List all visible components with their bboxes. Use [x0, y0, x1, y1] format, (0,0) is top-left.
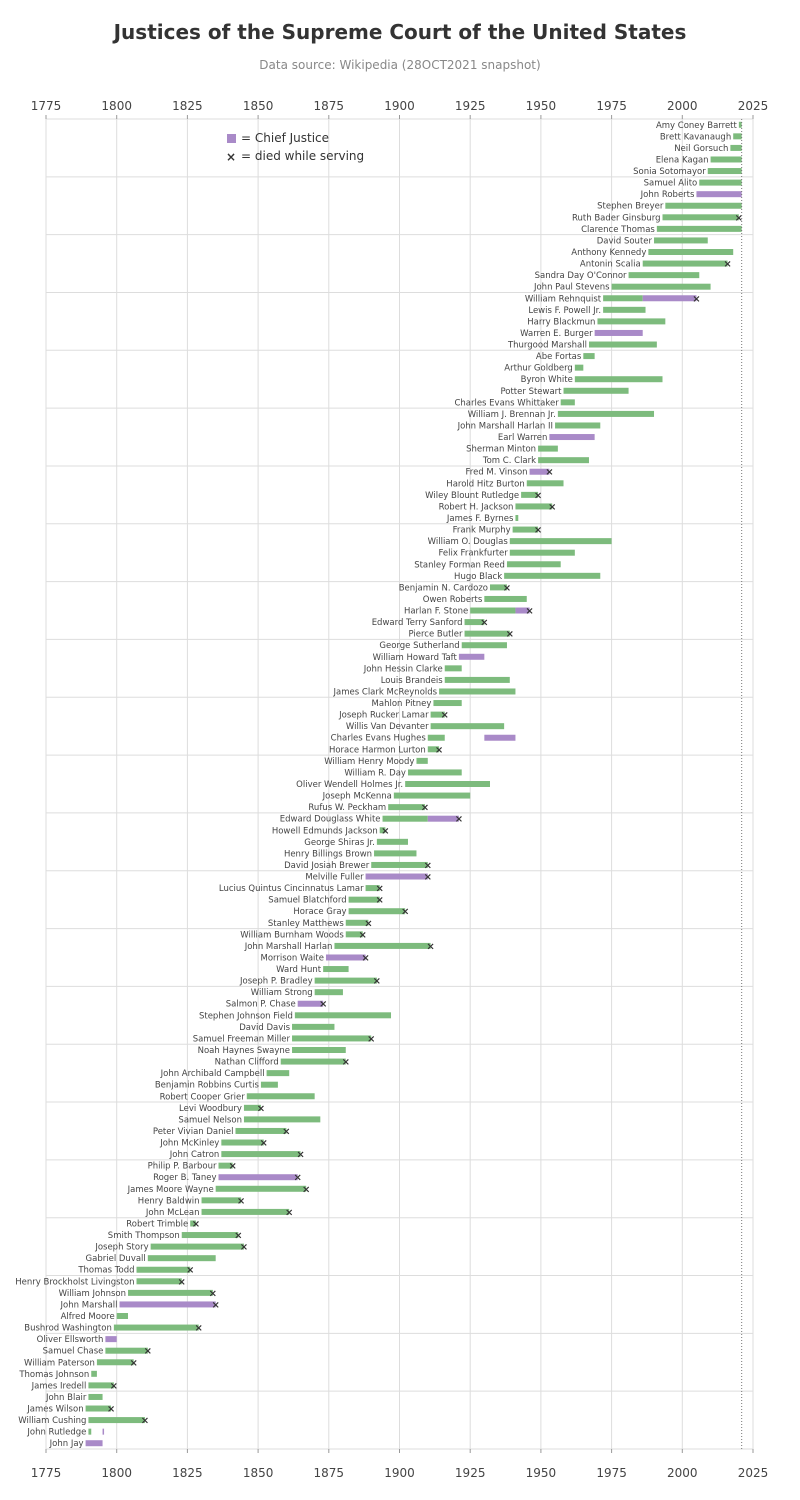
justice-label: Edward Douglass White [279, 814, 381, 825]
associate-term-bar [349, 908, 406, 914]
associate-term-bar [527, 480, 564, 486]
chief-term-bar [326, 954, 366, 960]
justice-label: George Shiras Jr. [304, 837, 375, 848]
associate-term-bar [323, 966, 348, 972]
justice-label: William O. Douglas [427, 537, 508, 548]
justice-label: Smith Thompson [107, 1231, 180, 1242]
justice-label: Alfred Moore [60, 1312, 115, 1322]
associate-term-bar [91, 1371, 97, 1377]
died-marker: × [434, 744, 444, 756]
associate-term-bar [235, 1128, 286, 1134]
justice-label: Noah Haynes Swayne [197, 1046, 291, 1056]
justice-label: John Roberts [640, 190, 695, 201]
justice-label: Samuel Nelson [178, 1115, 242, 1126]
justice-label: Owen Roberts [422, 594, 483, 605]
justice-label: Willis Van Devanter [345, 722, 429, 733]
died-marker: × [239, 1242, 249, 1254]
associate-term-bar [244, 1116, 320, 1122]
associate-term-bar [603, 295, 643, 301]
legend [226, 131, 364, 164]
associate-term-bar [267, 1070, 290, 1076]
associate-term-bar [388, 804, 425, 810]
justice-label: James F. Byrnes [446, 514, 514, 524]
justice-label: Sandra Day O'Connor [534, 271, 627, 282]
died-marker: × [375, 883, 384, 895]
died-marker: × [194, 1323, 203, 1335]
chief-term-bar [696, 191, 741, 197]
x-tick-label-bottom: 1925 [454, 1466, 486, 1480]
associate-term-bar [612, 284, 711, 290]
justice-label: Oliver Ellsworth [36, 1335, 104, 1346]
justice-label: James Wilson [27, 1404, 84, 1415]
associate-term-bar [182, 1232, 239, 1238]
legend-chief-label: = Chief Justice [241, 131, 330, 145]
justice-label: Peter Vivian Daniel [152, 1126, 234, 1137]
died-marker: × [734, 212, 744, 224]
justice-label: William Cushing [18, 1416, 87, 1427]
died-marker: × [140, 1415, 150, 1427]
chief-term-bar [86, 1440, 103, 1446]
justice-label: Samuel Freeman Miller [192, 1034, 291, 1045]
legend-chief-swatch [227, 134, 236, 143]
associate-term-bar [221, 1151, 300, 1157]
justice-label: Robert Trimble [126, 1219, 189, 1230]
associate-term-bar [575, 376, 663, 382]
died-marker: × [420, 802, 430, 814]
justice-label: Byron White [520, 375, 573, 386]
associate-term-bar [292, 1024, 334, 1030]
died-marker: × [211, 1299, 220, 1311]
associate-term-bar [538, 457, 589, 463]
associate-term-bar [643, 261, 728, 267]
died-marker: × [548, 501, 557, 513]
died-marker: × [358, 929, 367, 941]
x-tick-label-top: 1950 [525, 99, 557, 113]
justice-label: William Henry Moody [324, 756, 415, 767]
justice-label: John Archibald Campbell [160, 1069, 265, 1080]
associate-term-bar [654, 237, 708, 243]
chart-subtitle: Data source: Wikipedia (28OCT2021 snapshot) [259, 58, 541, 72]
justice-label: Stanley Forman Reed [414, 560, 505, 571]
x-tick-label-top: 1850 [242, 99, 274, 113]
associate-term-bar [247, 1093, 315, 1099]
associate-term-bar [470, 608, 515, 614]
justice-label: Amy Coney Barrett [655, 120, 737, 131]
justice-label: Anthony Kennedy [571, 248, 647, 258]
justice-label: Edward Terry Sanford [371, 618, 463, 629]
justice-label: John Blair [45, 1392, 87, 1403]
chief-term-bar [366, 874, 428, 880]
justice-label: George Sutherland [379, 641, 460, 652]
justice-label: Ruth Bader Ginsburg [572, 213, 661, 224]
associate-term-bar [515, 515, 518, 521]
associate-term-bar [202, 1209, 290, 1215]
justice-label: Bushrod Washington [24, 1323, 112, 1334]
died-marker: × [381, 825, 390, 837]
justice-label: Benjamin N. Cardozo [398, 583, 488, 594]
justice-label: Roger B. Taney [153, 1173, 217, 1184]
associate-term-bar [216, 1186, 306, 1192]
justice-label: Oliver Wendell Holmes Jr. [296, 780, 404, 790]
chief-term-bar [219, 1174, 298, 1180]
justice-label: Potter Stewart [500, 386, 562, 397]
died-marker: × [440, 710, 449, 722]
justice-label: William Rehnquist [524, 294, 602, 305]
justice-label: David Davis [239, 1022, 291, 1033]
died-marker: × [423, 872, 432, 884]
justice-label: William J. Brennan Jr. [467, 409, 556, 420]
associate-term-bar [538, 446, 558, 452]
x-tick-label-top: 1825 [172, 99, 203, 113]
x-tick-label-top: 2025 [737, 99, 769, 113]
associate-term-bar [603, 307, 645, 313]
justice-label: Horace Gray [293, 907, 347, 918]
justice-label: Wiley Blount Rutledge [425, 490, 520, 501]
associate-term-bar [281, 1059, 346, 1065]
associate-term-bar [564, 388, 629, 394]
associate-term-bar [377, 839, 408, 845]
x-tick-label-bottom: 1800 [101, 1466, 132, 1480]
justice-label: William Strong [250, 988, 313, 999]
associate-term-bar [394, 793, 470, 799]
justice-label: Thurgood Marshall [507, 340, 587, 351]
associate-term-bar [405, 781, 490, 787]
associate-term-bar [334, 943, 430, 949]
chief-term-bar [459, 654, 484, 660]
died-marker: × [191, 1218, 201, 1230]
died-marker: × [234, 1230, 243, 1242]
justice-label: Warren E. Burger [520, 328, 593, 339]
associate-term-bar [558, 411, 654, 417]
associate-term-bar [295, 1012, 391, 1018]
justice-label: Hugo Black [454, 571, 503, 582]
x-tick-label-top: 1900 [384, 99, 415, 113]
justice-label: Philip P. Barbour [147, 1161, 217, 1172]
justice-label: Tom C. Clark [482, 456, 537, 467]
died-marker: × [186, 1265, 195, 1277]
justice-label: Henry Brockholst Livingston [15, 1277, 135, 1288]
justice-label: John Paul Stevens [533, 282, 610, 293]
associate-term-bar [315, 978, 377, 984]
associate-term-bar [575, 365, 583, 371]
died-marker: × [143, 1346, 153, 1358]
x-tick-label-bottom: 1850 [242, 1466, 274, 1480]
associate-term-bar [148, 1255, 216, 1261]
died-marker: × [296, 1149, 305, 1161]
justice-label: Horace Harmon Lurton [328, 745, 426, 756]
associate-term-bar [136, 1267, 190, 1273]
justice-label: Robert H. Jackson [438, 502, 514, 513]
died-marker: × [367, 1033, 376, 1045]
x-tick-label-bottom: 2025 [737, 1466, 769, 1480]
chief-term-bar [484, 735, 515, 741]
justice-label: Harlan F. Stone [403, 606, 469, 617]
associate-term-bar [663, 214, 739, 220]
associate-term-bar [88, 1417, 145, 1423]
associate-term-bar [504, 573, 600, 579]
justice-label: Howell Edmunds Jackson [271, 826, 378, 837]
justice-label: Louis Brandeis [380, 675, 443, 686]
died-marker: × [177, 1276, 186, 1288]
chief-term-bar [643, 295, 697, 301]
associate-term-bar [465, 631, 510, 637]
associate-term-bar [629, 272, 700, 278]
died-marker: × [723, 259, 732, 271]
justice-label: Samuel Blatchford [268, 895, 347, 906]
died-marker: × [545, 467, 554, 479]
died-marker: × [285, 1207, 294, 1219]
chief-term-bar [120, 1301, 216, 1307]
justice-label: John Jay [49, 1439, 84, 1450]
chief-term-bar [549, 434, 594, 440]
x-tick-label-bottom: 1825 [172, 1466, 203, 1480]
justice-label: James Moore Wayne [127, 1184, 214, 1195]
chief-term-bar [595, 330, 643, 336]
associate-term-bar [105, 1348, 147, 1354]
associate-term-bar [117, 1313, 128, 1319]
died-marker: × [692, 293, 701, 305]
died-marker: × [361, 952, 370, 964]
chief-term-bar [103, 1429, 105, 1435]
justice-label: Nathan Clifford [214, 1057, 279, 1068]
justice-label: Antonin Scalia [579, 259, 641, 270]
justice-label: Salmon P. Chase [225, 999, 296, 1010]
justice-label: James Clark McReynolds [333, 687, 438, 698]
chart-title: Justices of the Supreme Court of the United States [113, 20, 687, 44]
died-marker: × [259, 1138, 268, 1150]
associate-term-bar [202, 1197, 242, 1203]
x-tick-label-top: 1775 [30, 99, 62, 113]
x-tick-label-top: 1925 [454, 99, 486, 113]
justice-label: Henry Billings Brown [283, 849, 373, 860]
associate-term-bar [597, 318, 665, 324]
associate-term-bar [292, 1035, 371, 1041]
died-marker: × [106, 1404, 116, 1416]
justice-label: John McLean [145, 1207, 200, 1218]
associate-term-bar [114, 1325, 199, 1331]
justice-label: John Marshall [60, 1300, 118, 1311]
associate-term-bar [699, 180, 741, 186]
legend-died-label: = died while serving [241, 149, 365, 163]
justice-label: William Johnson [58, 1288, 127, 1299]
associate-term-bar [315, 989, 343, 995]
associate-term-bar [445, 677, 510, 683]
justice-label: Harry Blackmun [527, 317, 596, 328]
justice-label: William R. Day [344, 768, 406, 779]
justice-label: Neil Gorsuch [674, 143, 729, 154]
associate-term-bar [708, 168, 742, 174]
justice-label: Samuel Alito [643, 178, 698, 189]
associate-term-bar [431, 723, 505, 729]
justice-label: Gabriel Duvall [85, 1254, 146, 1265]
x-tick-label-bottom: 1975 [596, 1466, 627, 1480]
died-marker: × [502, 582, 512, 594]
x-tick-label-top: 1975 [596, 99, 627, 113]
justice-label: Henry Baldwin [137, 1196, 200, 1207]
died-marker: × [293, 1172, 302, 1184]
died-marker: × [318, 999, 328, 1011]
justice-label: Pierce Butler [408, 629, 463, 640]
died-marker: × [533, 490, 543, 502]
associate-term-bar [733, 133, 741, 139]
justice-label: David Souter [596, 236, 653, 247]
died-marker: × [129, 1357, 138, 1369]
died-marker: × [256, 1103, 266, 1115]
associate-term-bar [292, 1047, 346, 1053]
justice-label: Stephen Breyer [597, 201, 664, 212]
justice-label: Earl Warren [497, 433, 548, 444]
justice-label: William Paterson [24, 1358, 95, 1369]
justice-label: John Marshall Harlan [244, 941, 333, 952]
justice-label: David Josiah Brewer [284, 860, 370, 871]
justice-label: John Catron [169, 1150, 220, 1161]
justice-label: Brett Kavanaugh [659, 132, 732, 143]
associate-term-bar [711, 156, 742, 162]
died-marker: × [301, 1184, 311, 1196]
associate-term-bar [428, 735, 445, 741]
associate-term-bar [439, 688, 515, 694]
justice-label: Lewis F. Powell Jr. [528, 305, 602, 316]
justice-label: Abe Fortas [535, 352, 582, 363]
died-marker: × [533, 525, 543, 537]
associate-term-bar [445, 665, 462, 671]
associate-term-bar [507, 561, 561, 567]
associate-term-bar [136, 1278, 181, 1284]
died-marker: × [426, 941, 435, 953]
died-marker: × [454, 814, 464, 826]
justice-label: Stanley Matthews [267, 918, 344, 929]
justice-label: William Howard Taft [372, 652, 457, 663]
justice-label: Ward Hunt [276, 965, 322, 976]
died-marker: × [480, 617, 489, 629]
justice-label: William Burnham Woods [240, 930, 344, 941]
justice-label: Arthur Goldberg [504, 363, 573, 374]
x-tick-label-bottom: 2000 [667, 1466, 698, 1480]
associate-term-bar [561, 399, 575, 405]
justice-label: John Marshall Harlan II [457, 421, 554, 432]
died-marker: × [505, 629, 514, 641]
died-marker: × [400, 906, 410, 918]
x-tick-label-top: 1875 [313, 99, 345, 113]
died-marker: × [228, 1161, 237, 1173]
associate-term-bar [88, 1394, 102, 1400]
x-tick-label-bottom: 1775 [30, 1466, 62, 1480]
associate-term-bar [484, 596, 526, 602]
associate-term-bar [510, 538, 612, 544]
died-marker: × [423, 860, 432, 872]
justice-label: Benjamin Robbins Curtis [154, 1080, 259, 1091]
associate-term-bar [648, 249, 733, 255]
bars [86, 122, 742, 1446]
associate-term-bar [589, 342, 657, 348]
died-marker: × [341, 1057, 350, 1069]
justice-label: Joseph McKenna [322, 791, 392, 802]
died-marker: × [525, 606, 534, 618]
justice-label: Thomas Johnson [19, 1369, 90, 1380]
associate-term-bar [510, 550, 575, 556]
died-marker: × [375, 895, 384, 907]
associate-term-bar [97, 1359, 134, 1365]
associate-term-bar [665, 203, 741, 209]
associate-term-bar [371, 862, 428, 868]
justice-label: John McKinley [160, 1138, 220, 1149]
associate-term-bar [462, 642, 507, 648]
died-marker: × [236, 1195, 246, 1207]
justice-label: John Rutledge [27, 1427, 87, 1438]
justice-label: Charles Evans Hughes [330, 733, 426, 744]
associate-term-bar [383, 816, 428, 822]
died-marker: × [208, 1288, 218, 1300]
justice-label: Rufus W. Peckham [308, 803, 387, 814]
x-tick-label-bottom: 1950 [525, 1466, 557, 1480]
justice-label: Sherman Minton [466, 444, 537, 455]
justice-label: Melville Fuller [305, 872, 364, 883]
justice-label: Stephen Johnson Field [198, 1011, 293, 1022]
died-marker: × [364, 918, 373, 930]
associate-term-bar [433, 700, 461, 706]
justice-label: Frank Murphy [452, 525, 511, 536]
chief-term-bar [105, 1336, 116, 1342]
died-marker: × [109, 1380, 119, 1392]
associate-term-bar [416, 758, 427, 764]
justice-label: Clarence Thomas [581, 224, 655, 235]
associate-term-bar [555, 422, 600, 428]
justice-label: Fred M. Vinson [465, 467, 528, 478]
associate-term-bar [151, 1244, 244, 1250]
justice-label: Harold Hitz Burton [446, 479, 525, 490]
x-tick-label-bottom: 1900 [384, 1466, 415, 1480]
associate-term-bar [657, 226, 742, 232]
justice-label: Lucius Quintus Cincinnatus Lamar [218, 884, 364, 895]
justice-label: Joseph Rucker Lamar [339, 710, 429, 721]
justice-label: Levi Woodbury [179, 1103, 242, 1114]
justice-label: Elena Kagan [655, 155, 709, 166]
associate-term-bar [221, 1140, 263, 1146]
justice-label: John Hessin Clarke [363, 664, 443, 675]
justice-label: Thomas Todd [78, 1265, 135, 1276]
associate-term-bar [583, 353, 594, 359]
x-tick-label-bottom: 1875 [313, 1466, 345, 1480]
associate-term-bar [88, 1429, 91, 1435]
associate-term-bar [261, 1082, 278, 1088]
justice-label: Robert Cooper Grier [159, 1092, 245, 1103]
justice-label: Morrison Waite [260, 953, 324, 964]
associate-term-bar [374, 850, 416, 856]
justice-label: James Iredell [31, 1381, 87, 1392]
justice-label: Sonia Sotomayor [633, 167, 706, 178]
justice-label: Joseph Story [95, 1242, 149, 1253]
x-tick-label-top: 2000 [667, 99, 698, 113]
associate-term-bar [730, 145, 741, 151]
justice-label: Felix Frankfurter [438, 548, 508, 559]
justice-label: Joseph P. Bradley [240, 976, 313, 987]
associate-term-bar [408, 769, 462, 775]
died-marker: × [282, 1126, 291, 1138]
justice-label: Charles Evans Whittaker [454, 398, 559, 409]
justice-label: Samuel Chase [42, 1346, 104, 1357]
associate-term-bar [515, 503, 552, 509]
x-tick-label-top: 1800 [101, 99, 132, 113]
justice-label: Mahlon Pitney [371, 699, 432, 710]
died-marker: × [372, 976, 382, 988]
legend-died-marker: × [226, 150, 237, 164]
associate-term-bar [128, 1290, 213, 1296]
